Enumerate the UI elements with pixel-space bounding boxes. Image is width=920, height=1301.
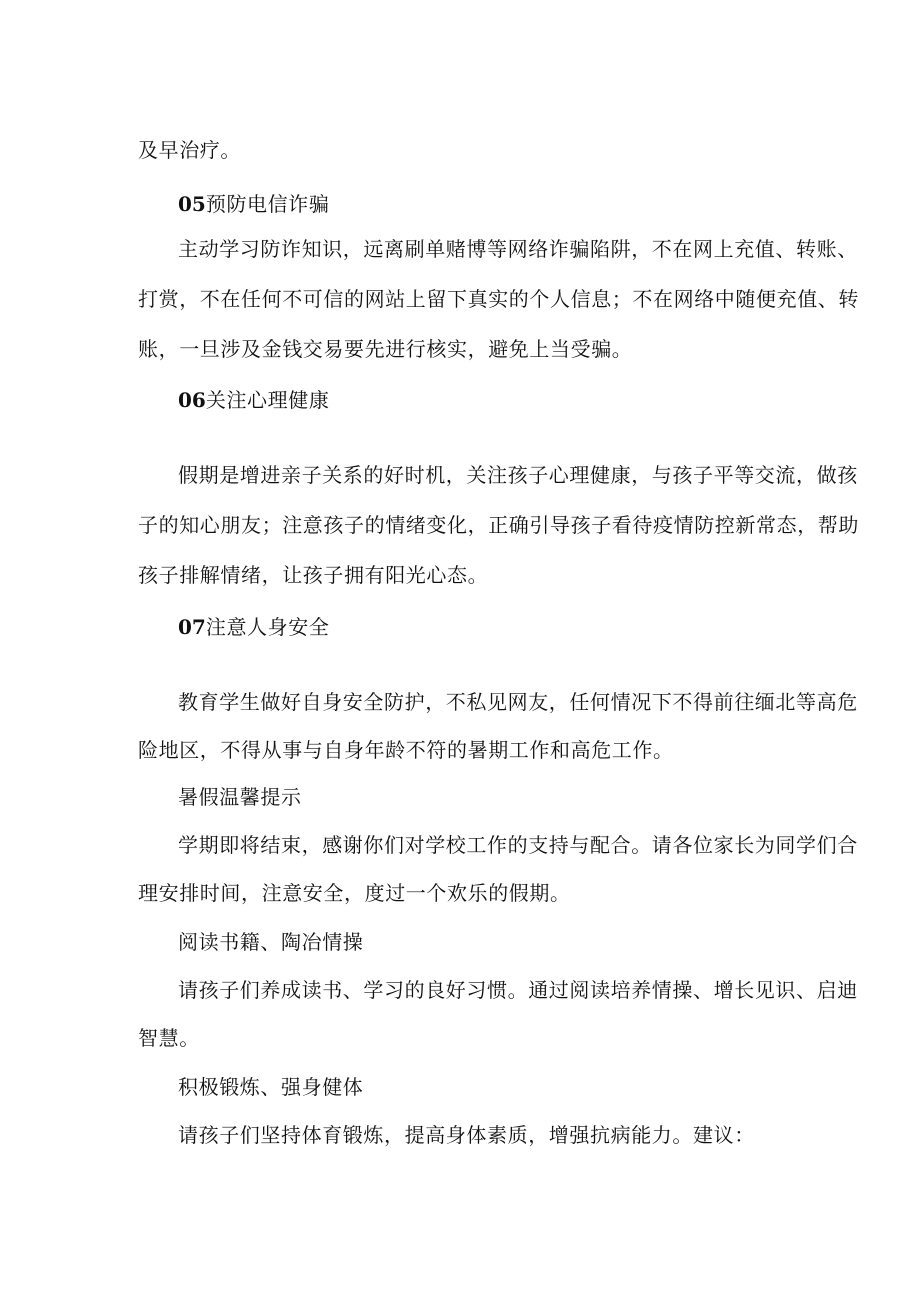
- reading-line-1: 请孩子们养成读书、学习的良好习惯。通过阅读培养情操、增长见识、启迪: [178, 978, 858, 1002]
- section-06-line-3: 孩子排解情绪，让孩子拥有阳光心态。: [138, 563, 489, 587]
- section-05-title: 预防电信诈骗: [205, 192, 330, 216]
- section-06-line-2: 子的知心朋友；注意孩子的情绪变化，正确引导孩子看待疫情防控新常态，帮助: [138, 513, 859, 537]
- section-07-number: 07: [178, 615, 206, 639]
- section-06-title: 关注心理健康: [205, 388, 330, 412]
- reading-line-2: 智慧。: [138, 1026, 200, 1050]
- section-05-line-1: 主动学习防诈知识，远离刷单赌博等网络诈骗陷阱，不在网上充值、转账、: [178, 237, 858, 261]
- section-05-line-2: 打赏，不在任何不可信的网站上留下真实的个人信息；不在网络中随便充值、转: [138, 287, 859, 311]
- section-06-heading: [178, 386, 329, 414]
- section-07-heading: [178, 613, 329, 641]
- continuation-text: 及早治疗。: [138, 138, 241, 162]
- tips-line-2: 理安排时间，注意安全，度过一个欢乐的假期。: [138, 881, 571, 905]
- exercise-line-1: 请孩子们坚持体育锻炼，提高身体素质，增强抗病能力。建议：: [178, 1123, 755, 1147]
- section-05-number: 05: [178, 192, 206, 216]
- section-06-line-1: 假期是增进亲子关系的好时机，关注孩子心理健康，与孩子平等交流，做孩: [178, 463, 858, 487]
- exercise-heading: 积极锻炼、强身健体: [178, 1075, 364, 1099]
- section-06-number: 06: [178, 388, 206, 412]
- tips-line-1: 学期即将结束，感谢你们对学校工作的支持与配合。请各位家长为同学们合: [178, 833, 858, 857]
- reading-heading: 阅读书籍、陶冶情操: [178, 930, 364, 954]
- section-07-line-1: 教育学生做好自身安全防护，不私见网友，任何情况下不得前往缅北等高危: [178, 690, 858, 714]
- tips-heading: 暑假温馨提示: [178, 785, 302, 809]
- section-05-heading: [178, 190, 329, 218]
- section-05-line-3: 账，一旦涉及金钱交易要先进行核实，避免上当受骗。: [138, 337, 633, 361]
- section-07-line-2: 险地区，不得从事与自身年龄不符的暑期工作和高危工作。: [138, 738, 674, 762]
- section-07-title: 注意人身安全: [205, 615, 330, 639]
